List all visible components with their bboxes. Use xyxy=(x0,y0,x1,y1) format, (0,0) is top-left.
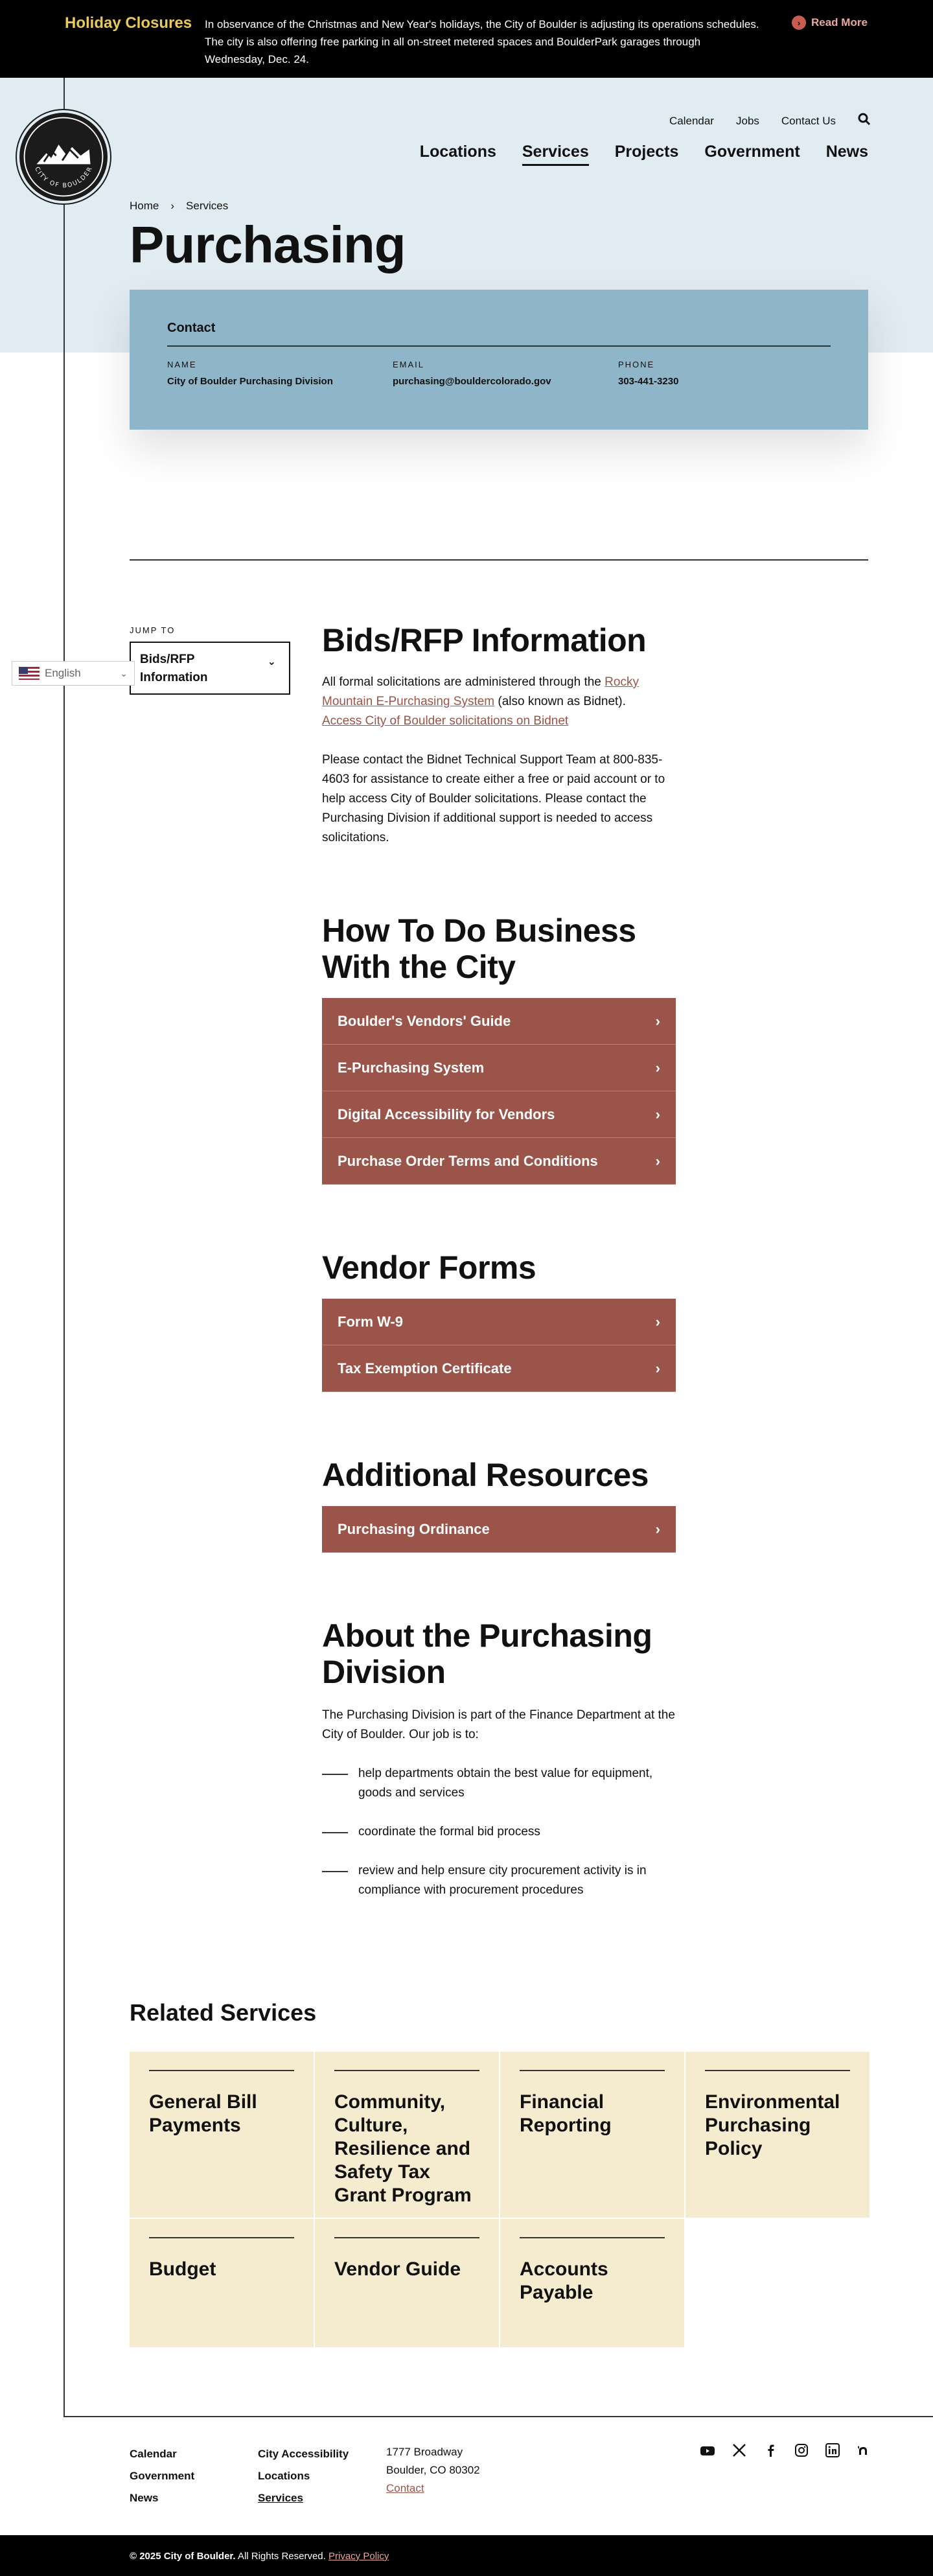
x-icon[interactable] xyxy=(732,2443,746,2463)
contact-name xyxy=(167,360,333,387)
language-select[interactable] xyxy=(12,661,135,686)
related-card[interactable] xyxy=(130,2219,314,2347)
chevron-right-icon: › xyxy=(655,1106,660,1122)
breadcrumb-home[interactable]: Home xyxy=(130,200,159,212)
bids-heading: Bids/RFP Information xyxy=(322,622,647,658)
chevron-down-icon: ⌄ xyxy=(267,656,276,667)
business-heading: How To Do Business With the City xyxy=(322,912,636,985)
accordion-form-w9[interactable] xyxy=(322,1299,676,1345)
accordion-label: Tax Exemption Certificate xyxy=(338,1360,512,1376)
accordion-label: Boulder's Vendors' Guide xyxy=(338,1012,511,1029)
page-title: Purchasing xyxy=(130,216,406,273)
about-intro: The Purchasing Division is part of the Finance Department at the City of Boulder. Our job is to: xyxy=(322,1708,675,1741)
copyright-text: All Rights Reserved. xyxy=(235,2551,326,2562)
list-item: review and help ensure city procurement activity is in compliance with procurement procedures xyxy=(322,1861,676,1900)
search-icon[interactable] xyxy=(858,113,871,129)
related-card[interactable] xyxy=(130,2052,314,2218)
footer-col-1 xyxy=(130,2443,194,2509)
footer-link[interactable]: Locations xyxy=(258,2470,310,2482)
accordion-vendors-guide[interactable] xyxy=(322,998,676,1045)
related-card[interactable] xyxy=(315,2052,499,2218)
nav-news[interactable]: News xyxy=(825,143,868,161)
bidnet-link[interactable]: Access City of Boulder solicitations on Bidnet xyxy=(322,714,569,728)
contact-heading: Contact xyxy=(167,321,216,335)
nav-government[interactable]: Government xyxy=(704,143,800,161)
alert-text: In observance of the Christmas and New Year's holidays, the City of Boulder is adjusting its operations schedules. The city is also offering free parking in all on-street metered spaces and BoulderPark garages through Wednesday, Dec. 24. xyxy=(205,18,759,65)
contact-card xyxy=(130,290,868,430)
nextdoor-icon[interactable] xyxy=(857,2443,871,2463)
contact-name-label: NAME xyxy=(167,360,197,369)
chevron-right-icon: › xyxy=(655,1152,660,1169)
utility-calendar-link[interactable]: Calendar xyxy=(669,114,714,127)
footer-contact-link[interactable]: Contact xyxy=(386,2482,424,2494)
chevron-right-icon: › xyxy=(655,1360,660,1376)
related-card-title: Accounts Payable xyxy=(520,2258,608,2303)
footer-link[interactable]: News xyxy=(130,2492,159,2504)
breadcrumb xyxy=(130,200,228,213)
contact-email-value[interactable]: purchasing@bouldercolorado.gov xyxy=(393,376,551,387)
breadcrumb-services[interactable]: Services xyxy=(186,200,229,212)
instagram-icon[interactable] xyxy=(794,2443,809,2463)
us-flag-icon xyxy=(19,667,40,680)
footer-link[interactable]: Government xyxy=(130,2470,195,2482)
accordion-digital-accessibility[interactable] xyxy=(322,1091,676,1138)
bids-p1-post: (also known as Bidnet). xyxy=(494,695,626,708)
alert-title: Holiday Closures xyxy=(65,14,192,32)
city-logo[interactable] xyxy=(17,110,110,203)
resources-heading: Additional Resources xyxy=(322,1457,649,1493)
bids-paragraph-1 xyxy=(322,673,676,731)
chevron-right-icon: › xyxy=(655,1313,660,1330)
privacy-policy-link[interactable]: Privacy Policy xyxy=(328,2551,389,2562)
contact-phone xyxy=(618,360,678,387)
jump-to-label: JUMP TO xyxy=(130,625,176,635)
social-links xyxy=(700,2443,871,2463)
resources-accordion xyxy=(322,1506,676,1553)
chevron-right-icon: › xyxy=(655,1012,660,1029)
contact-email xyxy=(393,360,551,387)
svg-text:CITY OF BOULDER: CITY OF BOULDER xyxy=(33,165,95,190)
footer-address xyxy=(386,2443,480,2498)
accordion-po-terms[interactable] xyxy=(322,1138,676,1185)
facebook-icon[interactable] xyxy=(763,2443,778,2463)
related-card[interactable] xyxy=(500,2219,684,2347)
language-value: English xyxy=(45,667,81,679)
related-card[interactable] xyxy=(685,2052,870,2218)
forms-accordion xyxy=(322,1299,676,1392)
about-list xyxy=(322,1764,676,1900)
arrow-right-icon: › xyxy=(792,16,806,30)
linkedin-icon[interactable] xyxy=(825,2443,840,2463)
read-more-label: Read More xyxy=(811,16,868,29)
utility-nav xyxy=(669,113,871,129)
section-divider xyxy=(130,559,868,561)
chevron-right-icon: › xyxy=(655,1520,660,1537)
accordion-label: Digital Accessibility for Vendors xyxy=(338,1106,555,1122)
list-item: coordinate the formal bid process xyxy=(322,1822,676,1842)
related-services-heading: Related Services xyxy=(130,1999,317,2026)
utility-contact-link[interactable]: Contact Us xyxy=(781,114,836,127)
jump-to-value: Bids/RFP Information xyxy=(140,653,208,684)
accordion-label: Form W-9 xyxy=(338,1313,403,1330)
main-nav xyxy=(420,143,868,166)
read-more-link[interactable] xyxy=(792,16,868,30)
accordion-purchasing-ordinance[interactable] xyxy=(322,1506,676,1553)
chevron-right-icon: › xyxy=(655,1059,660,1076)
chevron-right-icon: › xyxy=(170,200,175,212)
decorative-vertical-line xyxy=(63,78,65,2417)
accordion-tax-exemption[interactable] xyxy=(322,1345,676,1392)
contact-phone-label: PHONE xyxy=(618,360,655,369)
list-item: help departments obtain the best value for equipment, goods and services xyxy=(322,1764,676,1803)
address-line-2: Boulder, CO 80302 xyxy=(386,2464,480,2476)
related-card[interactable] xyxy=(315,2219,499,2347)
contact-phone-value[interactable]: 303-441-3230 xyxy=(618,376,679,387)
decorative-bottom-line xyxy=(63,2416,933,2417)
copyright-bar xyxy=(0,2535,933,2576)
accordion-e-purchasing[interactable] xyxy=(322,1045,676,1091)
rocky-mountain-link[interactable]: Rocky Mountain E-Purchasing System xyxy=(322,675,639,708)
related-card-title: Financial Reporting xyxy=(520,2091,612,2136)
utility-jobs-link[interactable]: Jobs xyxy=(735,114,759,127)
related-card-title: Budget xyxy=(149,2258,216,2280)
youtube-icon[interactable] xyxy=(700,2443,715,2463)
business-accordion xyxy=(322,998,676,1185)
accordion-label: Purchasing Ordinance xyxy=(338,1520,490,1537)
main-content xyxy=(322,622,676,1920)
address-line-1: 1777 Broadway xyxy=(386,2446,463,2458)
contact-email-label: EMAIL xyxy=(393,360,425,369)
footer-link[interactable]: Services xyxy=(258,2492,303,2504)
related-card-title: Vendor Guide xyxy=(334,2258,461,2280)
footer-link[interactable]: Calendar xyxy=(130,2448,177,2460)
related-card-title: General Bill Payments xyxy=(149,2091,257,2136)
footer-col-2 xyxy=(258,2443,349,2509)
jump-to-select[interactable] xyxy=(130,642,290,695)
nav-locations[interactable]: Locations xyxy=(419,143,496,161)
contact-divider xyxy=(167,345,831,347)
related-card-title: Environmental Purchasing Policy xyxy=(705,2091,840,2159)
accordion-label: Purchase Order Terms and Conditions xyxy=(338,1152,598,1169)
footer-link[interactable]: City Accessibility xyxy=(258,2448,349,2460)
accordion-label: E-Purchasing System xyxy=(338,1059,485,1076)
forms-heading: Vendor Forms xyxy=(322,1249,536,1286)
nav-services[interactable]: Services xyxy=(522,143,589,166)
about-heading: About the Purchasing Division xyxy=(322,1618,652,1690)
nav-projects[interactable]: Projects xyxy=(614,143,679,161)
copyright-bold: © 2025 City of Boulder. xyxy=(130,2551,236,2562)
related-card[interactable] xyxy=(500,2052,684,2218)
related-services-grid xyxy=(130,2052,868,2347)
bids-p1-text: All formal solicitations are administered through the xyxy=(322,675,605,689)
related-card-title: Community, Culture, Resilience and Safety Tax Grant Program xyxy=(334,2091,472,2206)
chevron-down-icon: ⌄ xyxy=(120,667,128,679)
alert-banner xyxy=(0,0,933,78)
contact-name-value: City of Boulder Purchasing Division xyxy=(167,376,333,387)
bids-paragraph-2: Please contact the Bidnet Technical Support Team at 800-835-4603 for assistance to create either a free or paid account or to help access City of Boulder solicitations. Please contact the Purchasing Division if additional support is needed to access solicitations. xyxy=(322,753,665,844)
